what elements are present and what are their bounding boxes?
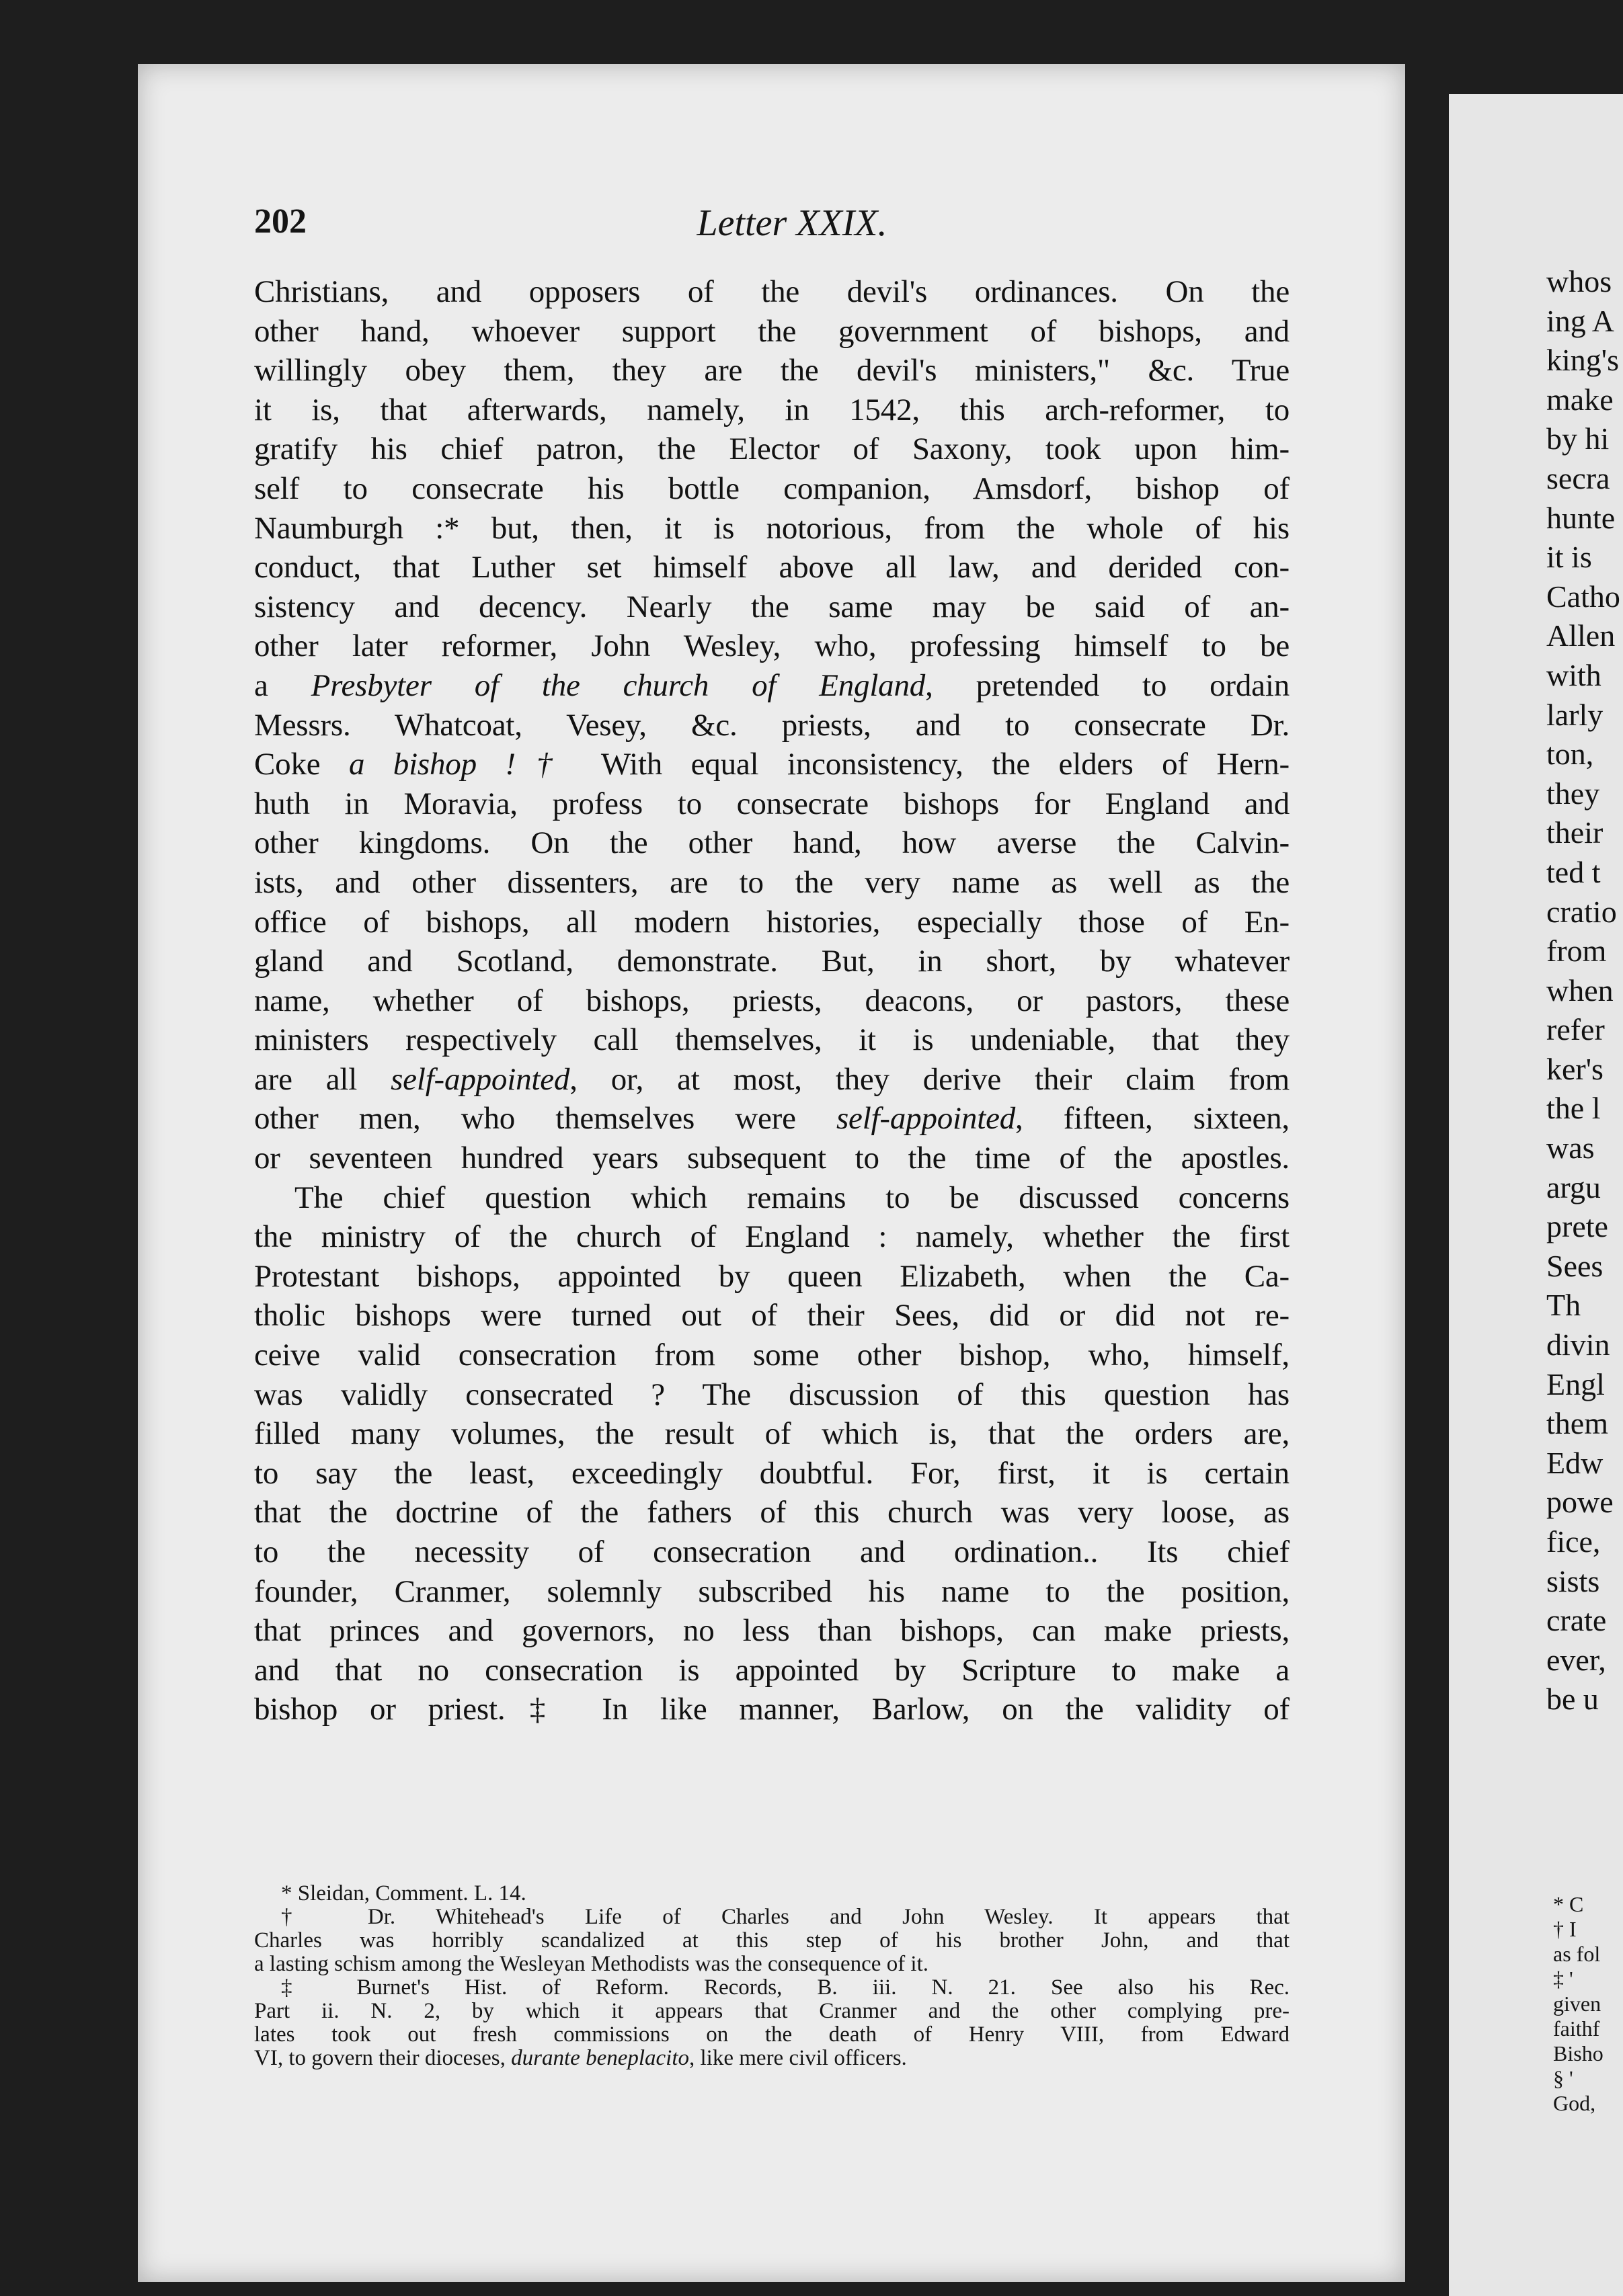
- text-line: [254, 312, 1290, 352]
- italic-text: Presbyter of the church of England: [311, 667, 926, 703]
- right-page-line: ever,: [1546, 1642, 1606, 1677]
- right-page-footnote-line: § ': [1553, 2066, 1573, 2090]
- right-page-line: was: [1546, 1131, 1595, 1165]
- right-page-line: Catho: [1546, 579, 1620, 614]
- text-line: [254, 1611, 1290, 1651]
- page-number: 202: [254, 202, 307, 241]
- text-run: , fifteen, sixteen,: [1015, 1101, 1290, 1137]
- text-run: huth in Moravia, profess to consecrate bishops for England and: [254, 786, 1290, 821]
- text-run: tholic bishops were turned out of their Sees, did or did not re-: [254, 1298, 1290, 1334]
- footnotes: [254, 1882, 1290, 2070]
- text-run: , like mere civil officers.: [689, 2046, 907, 2070]
- text-run: , or, at most, they derive their claim from: [569, 1061, 1290, 1097]
- text-run: gratify his chief patron, the Elector of Saxony, took upon him-: [254, 432, 1290, 467]
- text-run: other hand, whoever support the government of bishops, and: [254, 313, 1290, 349]
- right-page-line: ing A: [1546, 303, 1614, 338]
- text-line: [254, 351, 1290, 391]
- right-page-footnote-line: as fol: [1553, 1942, 1601, 1966]
- text-run: Coke: [254, 747, 349, 782]
- text-run: and that no consecration is appointed by Scripture to make a: [254, 1652, 1290, 1688]
- right-page-footnote-line: † I: [1553, 1917, 1577, 1941]
- text-run: or seventeen hundred years subsequent to the time of the apostles.: [254, 1141, 1290, 1176]
- right-page-line: Allen: [1546, 618, 1616, 653]
- text-line: [254, 1375, 1290, 1415]
- text-line: [254, 1217, 1290, 1257]
- right-page-line: their: [1546, 815, 1604, 850]
- right-page-footnote-line: faithf: [1553, 2016, 1600, 2041]
- right-page-line: Sees: [1546, 1248, 1604, 1283]
- right-page-line: powe: [1546, 1485, 1614, 1520]
- text-run: office of bishops, all modern histories, especially those of En-: [254, 904, 1290, 940]
- right-page-line: ker's: [1546, 1051, 1604, 1086]
- footnote-line: [254, 2047, 1290, 2070]
- right-page-line: Engl: [1546, 1366, 1605, 1401]
- text-line: [254, 1020, 1290, 1060]
- right-page-line: Edw: [1546, 1445, 1604, 1480]
- text-line: [254, 1532, 1290, 1572]
- text-line: [254, 666, 1290, 706]
- text-line: [254, 1651, 1290, 1690]
- text-run: † Dr. Whitehead's Life of Charles and John Wesley. It appears that: [281, 1905, 1290, 1929]
- text-run: ists, and other dissenters, are to the very name as well as the: [254, 864, 1290, 900]
- text-line: [254, 1690, 1290, 1729]
- text-run: that the doctrine of the fathers of this church was very loose, as: [254, 1495, 1290, 1530]
- right-page-line: cratio: [1546, 894, 1617, 929]
- text-run: was validly consecrated ? The discussion of this question has: [254, 1377, 1290, 1412]
- text-line: [254, 1454, 1290, 1493]
- text-line: [254, 626, 1290, 666]
- text-line: [254, 469, 1290, 509]
- text-line: [254, 272, 1290, 312]
- text-line: [254, 1178, 1290, 1218]
- text-run: Protestant bishops, appointed by queen Elizabeth, when the Ca-: [254, 1258, 1290, 1294]
- text-run: a lasting schism among the Wesleyan Methodists was the consequence of it.: [254, 1952, 929, 1976]
- text-run: ceive valid consecration from some other bishop, who, himself,: [254, 1338, 1290, 1373]
- text-run: other men, who themselves were: [254, 1101, 836, 1137]
- text-run: to say the least, exceedingly doubtful. For, first, it is certain: [254, 1455, 1290, 1491]
- text-run: lates took out fresh commissions on the death of Henry VIII, from Edward: [254, 2022, 1290, 2047]
- text-run: willingly obey them, they are the devil's ministers," &c. True: [254, 353, 1290, 388]
- text-run: ‡ Burnet's Hist. of Reform. Records, B. iii. N. 21. See also his Rec.: [281, 1975, 1290, 2000]
- right-page-line: whos: [1546, 264, 1612, 298]
- footnote-line: [254, 1905, 1290, 1929]
- text-run: Charles was horribly scandalized at this step of his brother John, and that: [254, 1928, 1290, 1953]
- right-page-line: refer: [1546, 1012, 1605, 1047]
- page-header: [254, 202, 1290, 255]
- right-page-line: it is: [1546, 540, 1592, 575]
- right-page-line: be u: [1546, 1682, 1599, 1717]
- text-line: [254, 706, 1290, 745]
- main-text: [254, 272, 1290, 1729]
- text-run: self to consecrate his bottle companion, Amsdorf, bishop of: [254, 470, 1290, 506]
- text-run: to the necessity of consecration and ordination.. Its chief: [254, 1534, 1290, 1569]
- right-page-line: argu: [1546, 1170, 1601, 1204]
- text-run: , pretended to ordain: [925, 667, 1290, 703]
- right-page-line: from: [1546, 934, 1607, 969]
- right-page-line: prete: [1546, 1209, 1608, 1244]
- text-line: [254, 823, 1290, 863]
- text-line: [254, 587, 1290, 627]
- right-page-line: hunte: [1546, 500, 1616, 535]
- right-page-line: crate: [1546, 1603, 1607, 1638]
- footnote-line: [254, 1953, 1290, 1976]
- text-run: gland and Scotland, demonstrate. But, in short, by whatever: [254, 944, 1290, 979]
- right-page-line: with: [1546, 657, 1601, 692]
- text-line: [254, 903, 1290, 942]
- footnote-line: [254, 1929, 1290, 1953]
- text-line: [254, 745, 1290, 784]
- text-line: [254, 863, 1290, 903]
- right-page-line: king's: [1546, 343, 1619, 378]
- right-page-footnote-line: God,: [1553, 2091, 1596, 2115]
- text-line: [254, 509, 1290, 548]
- right-page-text: [1546, 262, 1623, 1719]
- text-run: sistency and decency. Nearly the same may be said of an-: [254, 589, 1290, 624]
- right-page-line: sists: [1546, 1563, 1600, 1598]
- italic-text: self-appointed: [836, 1101, 1016, 1137]
- right-page-line: make: [1546, 382, 1614, 417]
- text-run: Christians, and opposers of the devil's ordinances. On the: [254, 274, 1290, 309]
- text-line: [254, 784, 1290, 824]
- italic-text: durante beneplacito: [511, 2046, 690, 2070]
- text-run: conduct, that Luther set himself above all law, and derided con-: [254, 550, 1290, 585]
- text-run: bishop or priest.‡ In like manner, Barlow, on the validity of: [254, 1692, 1290, 1727]
- text-line: [254, 1572, 1290, 1612]
- italic-text: self-appointed: [391, 1061, 570, 1097]
- text-line: [254, 1414, 1290, 1454]
- text-line: [254, 1060, 1290, 1100]
- text-run: founder, Cranmer, solemnly subscribed his name to the position,: [254, 1573, 1290, 1609]
- italic-text: a bishop !†: [348, 747, 573, 782]
- footnote-line: [254, 1882, 1290, 1905]
- footnote-line: [254, 2023, 1290, 2047]
- right-page-footnote-line: * C: [1553, 1892, 1584, 1916]
- text-line: [254, 391, 1290, 430]
- text-line: [254, 1336, 1290, 1375]
- text-line: [254, 429, 1290, 469]
- text-line: [254, 942, 1290, 981]
- text-run: With equal inconsistency, the elders of Hern-: [573, 747, 1290, 782]
- running-head: Letter XXIX.: [697, 202, 887, 244]
- right-page-footnote-line: Bisho: [1553, 2041, 1604, 2065]
- right-page-line: ton,: [1546, 737, 1594, 772]
- right-page-line: the l: [1546, 1091, 1601, 1126]
- right-page-footnote-line: given: [1553, 1992, 1601, 2016]
- text-run: other kingdoms. On the other hand, how averse the Calvin-: [254, 825, 1290, 861]
- text-run: Part ii. N. 2, by which it appears that Cranmer and the other complying pre-: [254, 1999, 1290, 2023]
- footnote-line: [254, 1976, 1290, 2000]
- text-line: [254, 1099, 1290, 1139]
- text-run: ministers respectively call themselves, it is undeniable, that they: [254, 1022, 1290, 1058]
- right-page-line: by hi: [1546, 421, 1610, 456]
- text-run: filled many volumes, the result of which is, that the orders are,: [254, 1416, 1290, 1452]
- text-run: the ministry of the church of England : namely, whether the first: [254, 1219, 1290, 1255]
- text-line: [254, 1257, 1290, 1297]
- text-run: are all: [254, 1061, 391, 1097]
- text-run: name, whether of bishops, priests, deacons, or pastors, these: [254, 983, 1290, 1018]
- text-line: [254, 981, 1290, 1021]
- text-run: that princes and governors, no less than bishops, can make priests,: [254, 1613, 1290, 1649]
- text-line: [254, 1139, 1290, 1178]
- text-run: Naumburgh :* but, then, it is notorious, from the whole of his: [254, 510, 1290, 546]
- text-line: [254, 1493, 1290, 1532]
- right-page-footnotes: [1553, 1892, 1623, 2116]
- footnote-line: [254, 2000, 1290, 2023]
- right-page-footnote-line: ‡ ': [1553, 1967, 1573, 1991]
- right-page-line: divin: [1546, 1327, 1610, 1362]
- right-page-line: ted t: [1546, 854, 1601, 889]
- right-page-line: them: [1546, 1406, 1608, 1441]
- right-page-line: larly: [1546, 697, 1604, 732]
- right-page-line: fice,: [1546, 1524, 1601, 1559]
- text-run: other later reformer, John Wesley, who, professing himself to be: [254, 628, 1290, 664]
- text-run: The chief question which remains to be discussed concerns: [294, 1180, 1290, 1215]
- right-page-line: they: [1546, 776, 1600, 811]
- text-line: [254, 1296, 1290, 1336]
- right-page-line: secra: [1546, 460, 1610, 495]
- text-run: * Sleidan, Comment. L. 14.: [281, 1881, 526, 1905]
- text-run: it is, that afterwards, namely, in 1542, this arch-reformer, to: [254, 392, 1290, 427]
- text-run: a: [254, 667, 311, 703]
- text-run: Messrs. Whatcoat, Vesey, &c. priests, and to consecrate Dr.: [254, 707, 1290, 743]
- text-run: VI, to govern their dioceses,: [254, 2046, 512, 2070]
- right-page-line: when: [1546, 973, 1614, 1008]
- text-line: [254, 548, 1290, 587]
- right-page-line: Th: [1546, 1288, 1581, 1323]
